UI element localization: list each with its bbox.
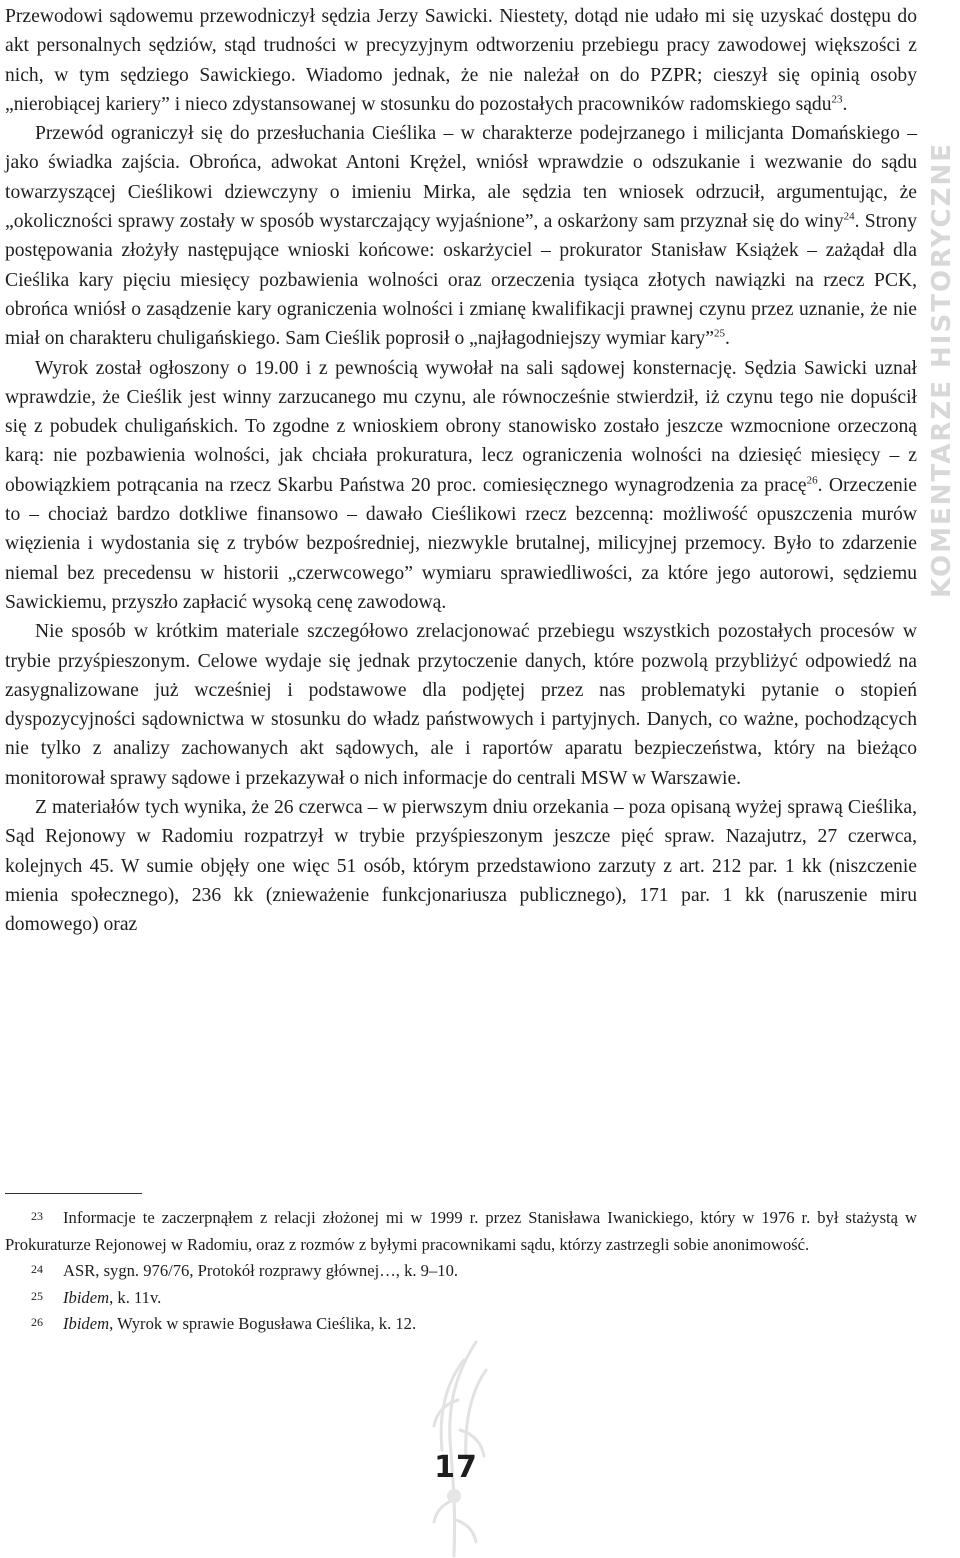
paragraph-1	[5, 2, 917, 119]
footnote-text: Informacje te zaczerpnąłem z relacji złożonej mi w 1999 r. przez Stanisława Iwanickiego, który w 1976 r. był stażystą w Prokuraturze Rejonowej w Radomiu, oraz z rozmów z byłymi pracownikami sądu, którzy zastrzegli sobie anonimowość.	[5, 1208, 917, 1254]
paragraph-text: . Strony postępowania złożyły następujące wnioski końcowe: oskarżyciel – prokurator Stanisław Książek – zażądał dla Cieślika kary pięciu miesięcy pozbawienia wolności oraz orzeczenia tysiąca złotych nawiązki na rzecz PCK, obrońca wniósł o zasądzenie kary ograniczenia wolności i zmianę kwalifikacji prawnej czynu przez uznanie, że nie miał on charakteru chuligańskiego. Sam Cieślik poprosił o „najłagodniejszy wymiar kary”	[5, 211, 917, 350]
paragraph-3	[5, 354, 917, 618]
footnote-text: , Wyrok w sprawie Bogusława Cieślika, k. 12.	[109, 1314, 417, 1334]
decorative-ornament-icon	[398, 1340, 518, 1558]
page-number: 17	[434, 1450, 478, 1485]
paragraph-4: Nie sposób w krótkim materiale szczegółowo zrelacjonować przebiegu wszystkich pozostałych procesów w trybie przyśpieszonym. Celowe wydaje się jednak przytoczenie danych, które pozwolą przybliżyć odpowiedź na zasygnalizowane już wcześniej i podstawowe dla podjętej przez nas problematyki pytanie o stopień dyspozycyjności sądownictwa w stosunku do władz państwowych i partyjnych. Danych, co ważne, pochodzących nie tylko z analizy zachowanych akt sądowych, ale i raportów aparatu bezpieczeństwa, który na bieżąco monitorował sprawy sądowe i przekazywał o nich informacje do centrali MSW w Warszawie.	[5, 621, 917, 789]
paragraph-text: . Orzeczenie to – chociaż bardzo dotkliwe finansowo – dawało Cieślikowi rzecz bezcenną: możliwość opuszczenia murów więzienia i wydostania się z trybów bezpośredniej, niezwykle brutalnej, milicyjnej przemocy. Było to zdarzenie niemal bez precedensu w historii „czerwcowego” wymiaru sprawiedliwości, za które jego autorowi, sędziemu Sawickiemu, przyszło zapłacić wysoką cenę zawodową.	[5, 474, 917, 613]
footnote-italic: Ibidem	[63, 1314, 110, 1334]
footnote-number: 25	[31, 1288, 43, 1303]
footnote-divider	[5, 1193, 142, 1194]
paragraph-text: Przewodowi sądowemu przewodniczył sędzia Jerzy Sawicki. Niestety, dotąd nie udało mi się uzyskać dostępu do akt personalnych sędziów, stąd trudności w precyzyjnym odtworzeniu przebiegu pracy zawodowej większości z nich, w tym sędziego Sawickiego. Wiadomo jednak, że nie należał on do PZPR; cieszył się opinią osoby „nierobiącej kariery” i nieco zdystansowanej w stosunku do pozostałych pracowników radomskiego sądu	[5, 6, 917, 115]
footnote-number: 26	[31, 1315, 43, 1330]
footnote-number: 24	[31, 1262, 43, 1277]
footnote-23	[5, 1205, 917, 1258]
footnote-text: ASR, sygn. 976/76, Protokół rozprawy głównej…, k. 9–10.	[63, 1261, 459, 1281]
article-body	[5, 2, 917, 940]
footnote-ref-26[interactable]: 26	[806, 474, 818, 487]
footnote-text: , k. 11v.	[109, 1287, 162, 1307]
paragraph-text: Przewód ograniczył się do przesłuchania Cieślika – w charakterze podejrzanego i milicjanta Domańskiego – jako świadka zajścia. Obrońca, adwokat Antoni Krężel, wniósł wprawdzie o odszukanie i wezwanie do sądu towarzyszącej Cieślikowi dziewczyny o imieniu Mirka, ale sędzia ten wniosek odrzucił, argumentując, że „okoliczności sprawy zostały w sposób wystarczający wyjaśnione”, a oskarżony sam przyznał się do winy	[5, 123, 917, 233]
footnote-25	[5, 1285, 917, 1312]
paragraph-text: Wyrok został ogłoszony o 19.00 i z pewnością wywołał na sali sądowej konsternację. Sędzia Sawicki uznał wprawdzie, że Cieślik jest winny zarzucanego mu czynu, ale równocześnie stwierdził, iż czynu tego nie dopuścił się z pobudek chuligańskich. To zgodne z wnioskiem obrony stanowisko zostało jeszcze wzmocnione orzeczoną karą: nie pozbawienia wolności, jak chciała prokuratura, lecz ograniczenia wolności na dziesięć miesięcy – z obowiązkiem potrącania na rzecz Skarbu Państwa 20 proc. comiesięcznego wynagrodzenia za pracę	[5, 357, 917, 496]
footnote-ref-23[interactable]: 23	[831, 93, 843, 106]
section-label: KOMENTARZE HISTORYCZNE	[927, 142, 957, 598]
footnote-italic: Ibidem	[63, 1287, 110, 1307]
paragraph-5: Z materiałów tych wynika, że 26 czerwca – w pierwszym dniu orzekania – poza opisaną wyżej sprawą Cieślika, Sąd Rejonowy w Radomiu rozpatrzył w trybie przyśpieszonym jeszcze pięć spraw. Nazajutrz, 27 czerwca, kolejnych 45. W sumie objęły one więc 51 osób, którym przedstawiono zarzuty z art. 212 par. 1 kk (niszczenie mienia społecznego), 236 kk (znieważenie funkcjonariusza publicznego), 171 par. 1 kk (naruszenie miru domowego) oraz	[5, 797, 917, 936]
footnote-26	[5, 1311, 917, 1338]
paragraph-text: .	[842, 93, 848, 115]
paragraph-text: .	[725, 328, 730, 350]
section-sidebar	[924, 0, 960, 740]
footnote-number: 23	[31, 1209, 43, 1223]
footnote-ref-25[interactable]: 25	[714, 327, 726, 340]
footnote-24	[5, 1258, 917, 1285]
paragraph-2	[5, 119, 917, 353]
footnotes	[5, 1205, 917, 1338]
footnote-ref-24[interactable]: 24	[843, 210, 855, 223]
